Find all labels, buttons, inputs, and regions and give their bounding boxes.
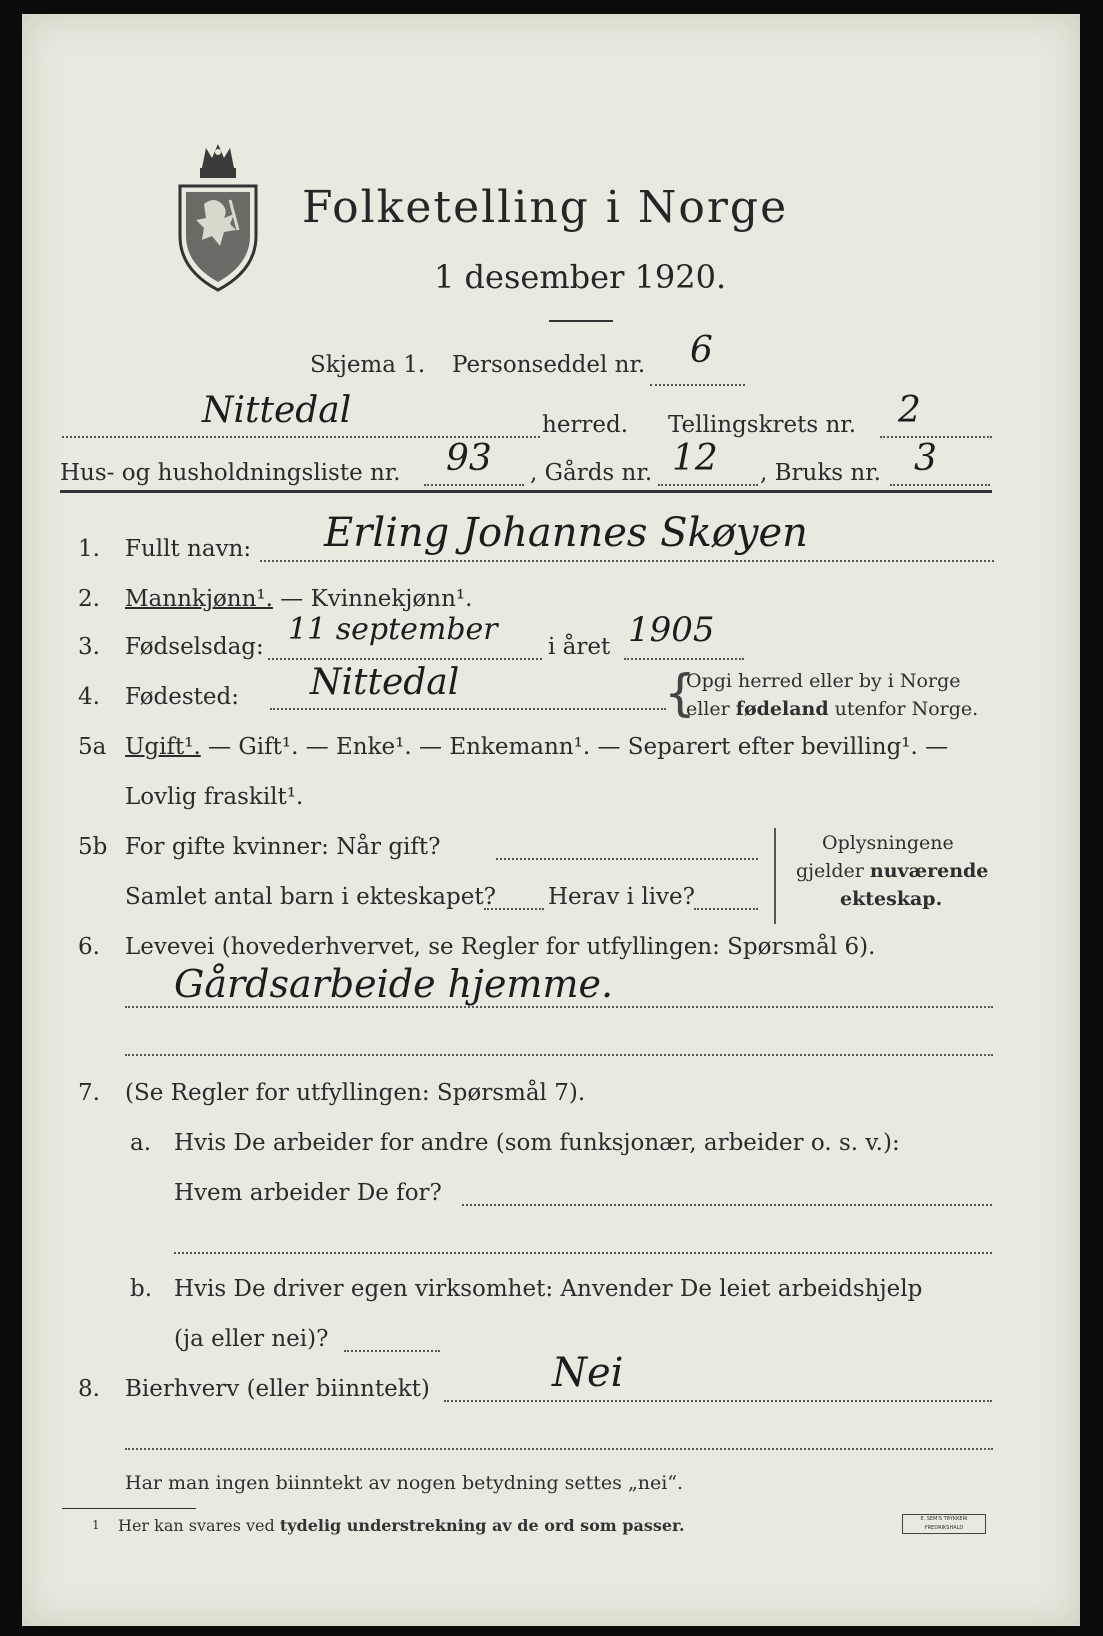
footnote-text-b: tydelig understrekning av de ord som passer. <box>279 1516 685 1535</box>
q5b-married-line <box>496 858 758 860</box>
q5b-note-line1: Oplysningene <box>822 832 954 854</box>
husliste-line <box>424 484 524 486</box>
herred-label: herred. <box>542 412 629 438</box>
bruks-line <box>890 484 990 486</box>
q5a-options <box>125 734 948 760</box>
q4-number: 4. <box>78 684 100 710</box>
personseddel-value: 6 <box>690 330 713 371</box>
herred-value: Nittedal <box>202 390 352 431</box>
q7b-yesno-label: (ja eller nei)? <box>174 1326 329 1352</box>
q8-label: Bierhverv (eller biinntekt) <box>125 1376 430 1402</box>
q4-note-line2 <box>686 698 978 720</box>
q8-line2 <box>125 1448 993 1450</box>
q7a-employer-label: Hvem arbeider De for? <box>174 1180 442 1206</box>
q4-note-text-c: utenfor Norge. <box>828 698 979 720</box>
printer-stamp: E. SEM'S TRYKKERI FREDRIKSHALD <box>902 1514 986 1534</box>
q2-male: Mannkjønn¹. <box>125 586 273 612</box>
q3-date-line <box>268 658 542 660</box>
footnote-mark: 1 <box>92 1518 100 1532</box>
form-title: Folketelling i Norge <box>302 182 789 233</box>
personseddel-line <box>650 384 745 386</box>
q5a-other-options: — Gift¹. — Enke¹. — Enkemann¹. — Separert efter bevilling¹. — <box>200 734 949 760</box>
q7-number: 7. <box>78 1080 100 1106</box>
census-form-page <box>22 14 1080 1626</box>
q3-birthdate-value: 11 september <box>288 612 498 647</box>
q1-label: Fullt navn: <box>125 536 252 562</box>
q6-label: Levevei (hovederhvervet, se Regler for utfyllingen: Spørsmål 6). <box>125 934 876 960</box>
q4-note-brace: { <box>664 664 696 722</box>
norwegian-coat-of-arms-icon <box>174 140 262 292</box>
q4-birthplace-value: Nittedal <box>310 662 460 703</box>
q1-full-name-value: Erling Johannes Skøyen <box>324 510 808 556</box>
q6-line2 <box>125 1054 993 1056</box>
q8-line1 <box>444 1400 992 1402</box>
q7a-text: Hvis De arbeider for andre (som funksjonær, arbeider o. s. v.): <box>174 1130 900 1156</box>
husliste-value: 93 <box>446 438 492 479</box>
q7a-line2 <box>174 1252 992 1254</box>
q4-label: Fødested: <box>125 684 240 710</box>
q4-note-text-a: eller <box>686 698 736 720</box>
q5b-note-nuvaerende: nuværende <box>869 860 989 882</box>
q2-gender-options <box>125 586 472 612</box>
q3-number: 3. <box>78 634 100 660</box>
q6-occupation-value: Gårdsarbeide hjemme. <box>174 962 614 1006</box>
q3-year-label: i året <box>548 634 611 660</box>
q7-label: (Se Regler for utfyllingen: Spørsmål 7). <box>125 1080 586 1106</box>
q5b-alive-line <box>694 908 758 910</box>
q1-number: 1. <box>78 536 100 562</box>
header-separator <box>60 490 992 493</box>
q8-number: 8. <box>78 1376 100 1402</box>
q5b-label: For gifte kvinner: Når gift? <box>125 834 441 860</box>
q5a-ugift: Ugift¹. <box>125 734 201 760</box>
q5a-line2: Lovlig fraskilt¹. <box>125 784 304 810</box>
bruks-value: 3 <box>914 438 937 479</box>
q4-line <box>270 708 666 710</box>
tellingskrets-label: Tellingskrets nr. <box>668 412 857 438</box>
q5b-children-label: Samlet antal barn i ekteskapet? <box>125 884 496 910</box>
q5b-note-line3: ekteskap. <box>840 888 943 910</box>
q2-female: Kvinnekjønn¹. <box>310 586 473 612</box>
census-date: 1 desember 1920. <box>434 258 727 296</box>
personseddel-label: Personseddel nr. <box>452 352 646 378</box>
q4-note-line1: Opgi herred eller by i Norge <box>686 670 961 692</box>
husliste-label: Hus- og husholdningsliste nr. <box>60 460 401 486</box>
q5b-number: 5b <box>78 834 108 860</box>
q5b-note-line2 <box>796 860 988 882</box>
q3-year-value: 1905 <box>628 610 715 650</box>
q6-number: 6. <box>78 934 100 960</box>
bruks-label: , Bruks nr. <box>760 460 881 486</box>
q4-note-fodeland: fødeland <box>735 698 829 720</box>
q7a-employer-line <box>462 1204 992 1206</box>
footnote-text <box>118 1516 685 1535</box>
q1-line <box>260 560 994 562</box>
footnote-rule <box>62 1508 196 1509</box>
q5b-children-line <box>484 908 544 910</box>
gards-value: 12 <box>672 438 718 479</box>
q7b-text: Hvis De driver egen virksomhet: Anvender De leiet arbeidshjelp <box>174 1276 923 1302</box>
footnote-text-a: Her kan svares ved <box>118 1516 280 1535</box>
q7b-letter: b. <box>130 1276 153 1302</box>
q5b-note-text-a: gjelder <box>796 860 870 882</box>
schema-label: Skjema 1. <box>310 352 426 378</box>
q7a-letter: a. <box>130 1130 152 1156</box>
q2-number: 2. <box>78 586 100 612</box>
q8-value: Nei <box>552 1350 624 1396</box>
footer-note: Har man ingen biinntekt av nogen betydning settes „nei“. <box>125 1472 684 1494</box>
q5b-note-bar-left <box>774 828 776 924</box>
q7b-yesno-line <box>344 1350 440 1352</box>
q6-line1 <box>125 1006 993 1008</box>
q3-label: Fødselsdag: <box>125 634 264 660</box>
q5b-alive-label: Herav i live? <box>548 884 695 910</box>
gards-line <box>658 484 758 486</box>
title-divider <box>549 320 613 322</box>
q2-dash: — <box>272 586 311 612</box>
tellingskrets-value: 2 <box>898 390 921 431</box>
q3-year-line <box>624 658 744 660</box>
q5a-number: 5a <box>78 734 107 760</box>
gards-label: , Gårds nr. <box>530 460 653 486</box>
